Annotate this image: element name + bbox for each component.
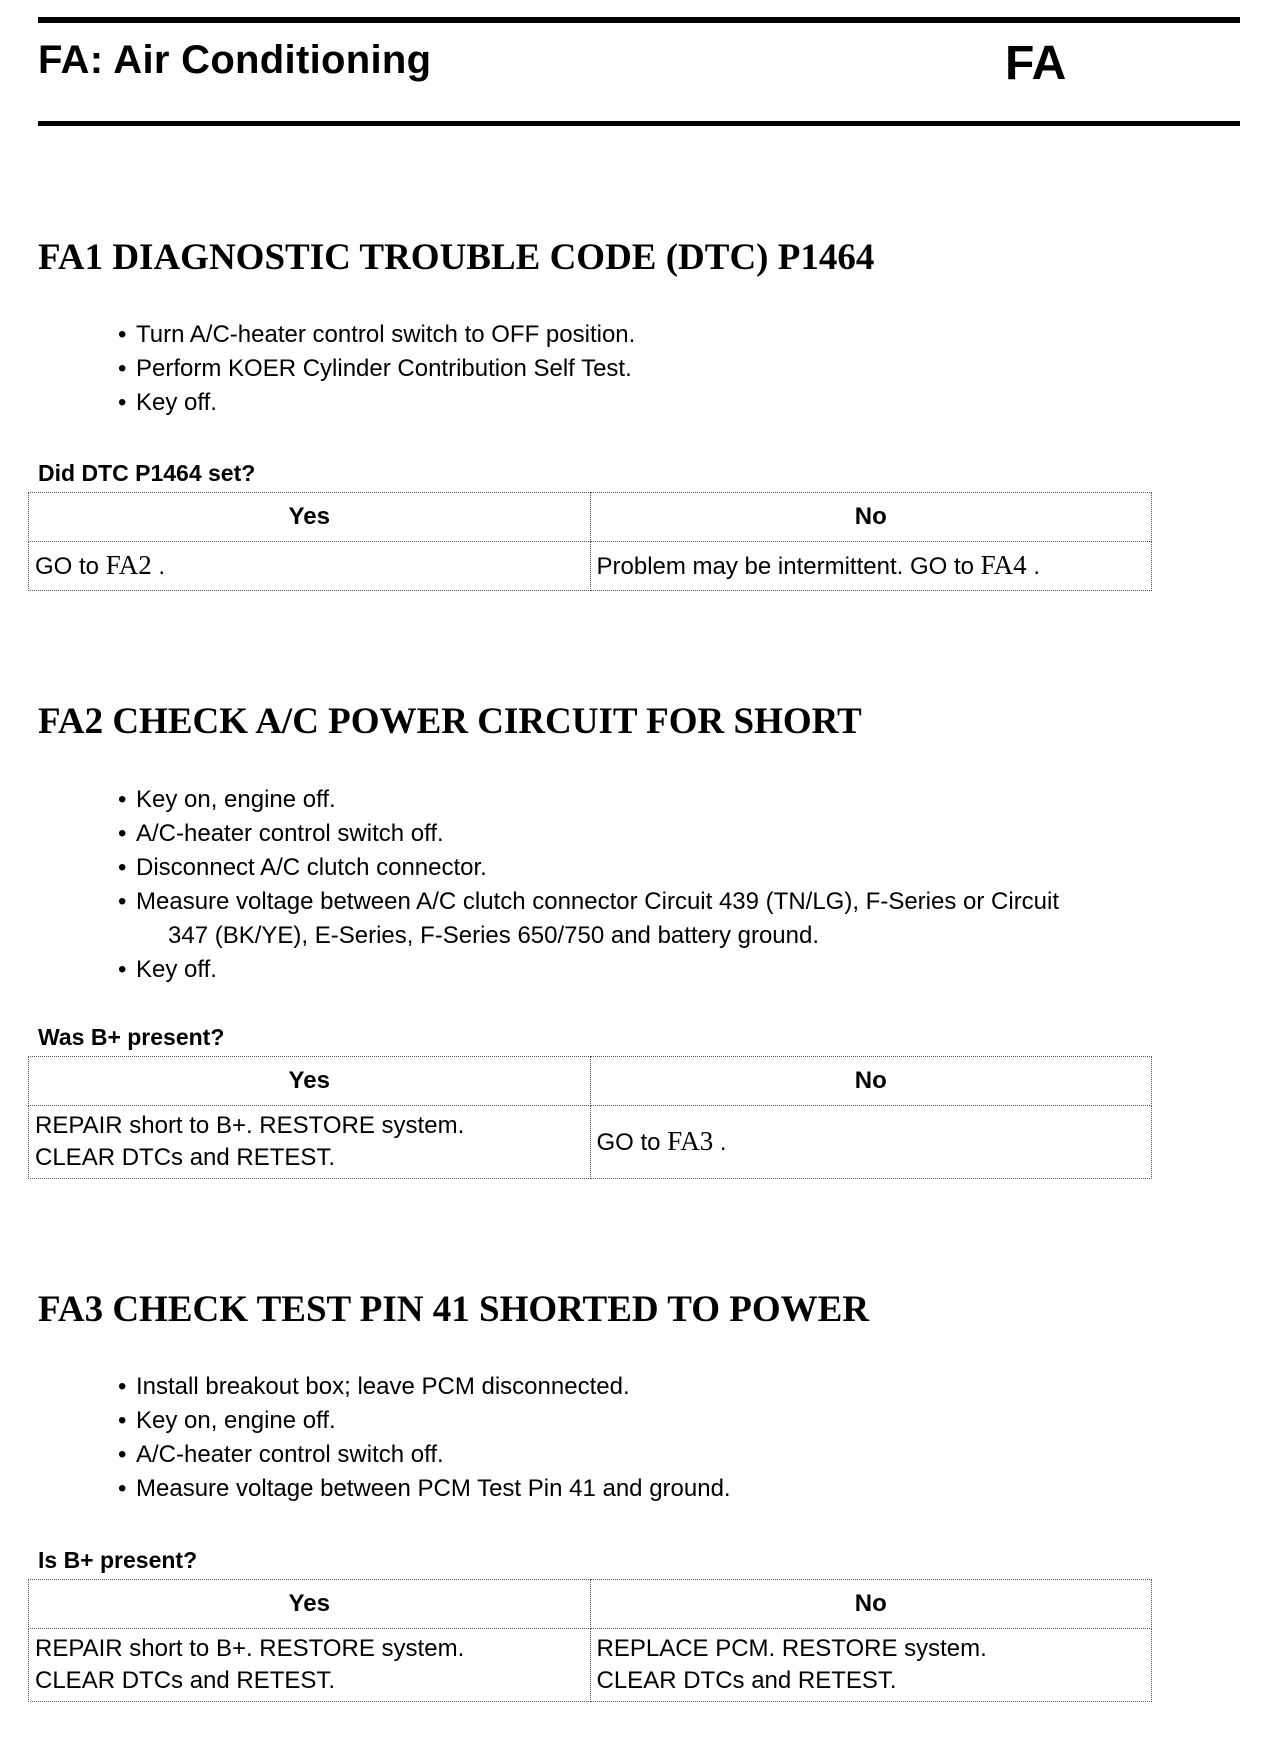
goto-link-fa2[interactable]: FA2 <box>105 550 152 580</box>
step-item: • A/C-heater control switch off. <box>118 1438 1228 1472</box>
page-title: FA: Air Conditioning <box>38 38 432 82</box>
yes-header: Yes <box>29 1057 591 1106</box>
no-end: . <box>713 1129 727 1156</box>
section-title: FA3 CHECK TEST PIN 41 SHORTED TO POWER <box>38 1289 870 1330</box>
no-end: . <box>1026 553 1041 580</box>
no-header: No <box>590 1580 1152 1629</box>
step-item <box>118 885 1228 953</box>
section-code: FA <box>1005 37 1067 90</box>
yes-header: Yes <box>29 1580 591 1629</box>
fa2-result-table <box>28 1056 1152 1179</box>
fa1-steps <box>118 318 1228 420</box>
yes-header: Yes <box>29 493 591 542</box>
fa3-result-table <box>28 1579 1152 1702</box>
fa1-question: Did DTC P1464 set? <box>38 460 256 486</box>
fa2-steps <box>118 783 1228 987</box>
step-item: • Perform KOER Cylinder Contribution Self Test. <box>118 352 1228 386</box>
no-line: CLEAR DTCs and RETEST. <box>596 1667 897 1694</box>
fa1-result-table <box>28 492 1152 591</box>
fa2-question: Was B+ present? <box>38 1024 225 1050</box>
yes-cell <box>29 542 591 591</box>
yes-line: CLEAR DTCs and RETEST. <box>35 1667 336 1694</box>
step-item: • Turn A/C-heater control switch to OFF position. <box>118 318 1228 352</box>
goto-link-fa3[interactable]: FA3 <box>667 1126 714 1156</box>
step-item: • Key off. <box>118 953 1228 987</box>
step-item: • A/C-heater control switch off. <box>118 817 1228 851</box>
step-line: Measure voltage between A/C clutch connector Circuit 439 (TN/LG), F-Series or Circuit <box>136 888 1060 915</box>
fa3-steps <box>118 1370 1228 1506</box>
yes-cell <box>29 1629 591 1702</box>
no-header: No <box>590 1057 1152 1106</box>
yes-end: . <box>151 553 166 580</box>
step-item: • Key on, engine off. <box>118 783 1228 817</box>
no-text: GO to <box>596 1129 661 1156</box>
step-item: • Measure voltage between PCM Test Pin 41 and ground. <box>118 1472 1228 1506</box>
step-line-continued: 347 (BK/YE), E-Series, F-Series 650/750 and battery ground. <box>168 922 820 949</box>
goto-link-fa4[interactable]: FA4 <box>980 550 1027 580</box>
no-cell <box>590 1106 1152 1179</box>
step-item: • Key off. <box>118 386 1228 420</box>
header-top-rule <box>38 17 1240 23</box>
fa3-question: Is B+ present? <box>38 1547 198 1573</box>
step-item: • Key on, engine off. <box>118 1404 1228 1438</box>
yes-cell <box>29 1106 591 1179</box>
yes-text: GO to <box>35 553 100 580</box>
section-title: FA2 CHECK A/C POWER CIRCUIT FOR SHORT <box>38 701 862 742</box>
section-title: FA1 DIAGNOSTIC TROUBLE CODE (DTC) P1464 <box>38 237 875 278</box>
yes-line: REPAIR short to B+. RESTORE system. <box>35 1635 465 1662</box>
no-header: No <box>590 493 1152 542</box>
header-bottom-rule <box>38 121 1240 126</box>
step-item: • Disconnect A/C clutch connector. <box>118 851 1228 885</box>
yes-line: REPAIR short to B+. RESTORE system. <box>35 1112 465 1139</box>
no-cell <box>590 1629 1152 1702</box>
no-cell <box>590 542 1152 591</box>
no-text: Problem may be intermittent. GO to <box>596 553 974 580</box>
no-line: REPLACE PCM. RESTORE system. <box>596 1635 987 1662</box>
yes-line: CLEAR DTCs and RETEST. <box>35 1144 336 1171</box>
step-item: • Install breakout box; leave PCM disconnected. <box>118 1370 1228 1404</box>
